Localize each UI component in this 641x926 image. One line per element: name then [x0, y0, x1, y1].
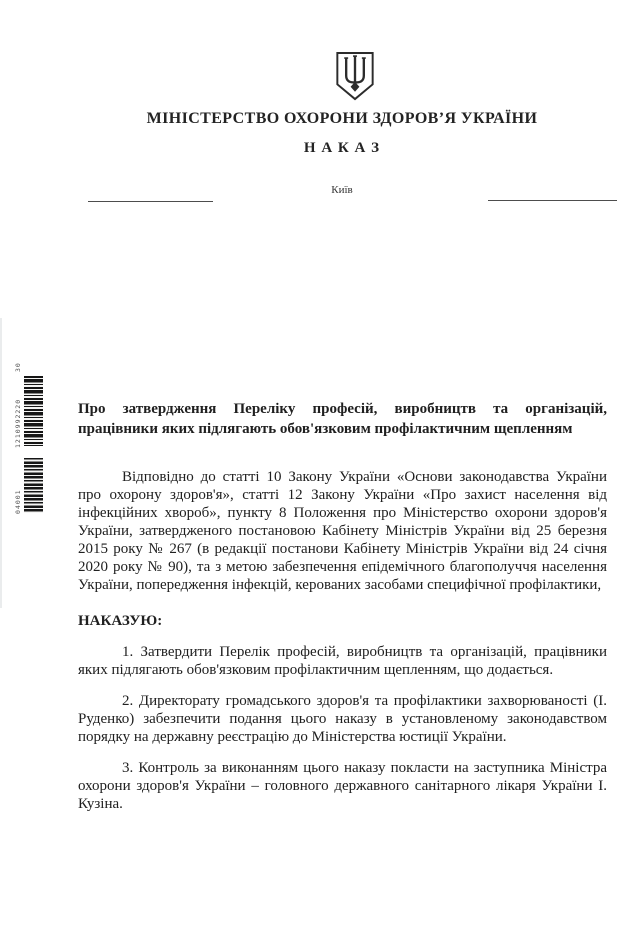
number-blank-line [488, 200, 617, 201]
order-heading: Н А К А З [303, 140, 381, 156]
order-item-3: 3. Контроль за виконанням цього наказу покласти на заступника Міністра охорони здоров'я України – головного державного санітарного лікаря України І. Кузіна. [78, 760, 607, 812]
scan-edge-artifact [0, 318, 2, 608]
date-blank-line [88, 201, 213, 202]
preamble-paragraph: Відповідно до статті 10 Закону України «Основи законодавства України про охорону здоров'я», статті 12 Закону України «Про захист населення від інфекційних хвороб», пункту 8 Положення про Міністерство охорони здоров'я України, затвердженого постановою Кабінету Міністрів України від 25 березня 2015 року № 267 (в редакції постанови Кабінету Міністрів України від 24 січня 2020 року № 90), та з метою забезпечення епідемічного благополуччя населення України, попередження інфекцій, керованих засобами специфічної профілактики, [78, 469, 607, 593]
order-title: Про затвердження Переліку професій, виробництв та організацій, працівники яких підлягають обов'язковим профілактичним щепленням [78, 401, 607, 437]
city-label: Київ [331, 184, 353, 196]
barcode-digits-group2: 04001 [14, 489, 22, 514]
order-body [78, 399, 607, 813]
resolve-label: НАКАЗУЮ: [78, 613, 163, 629]
registration-barcode [14, 348, 44, 528]
barcode-prefix-digits: 30 [14, 362, 22, 372]
barcode-digits-group1: 1210992220 [14, 398, 22, 448]
ukraine-trident-emblem [332, 51, 378, 102]
ministry-name: МІНІСТЕРСТВО ОХОРОНИ ЗДОРОВ’Я УКРАЇНИ [146, 110, 538, 127]
order-item-2: 2. Директорату громадського здоров'я та профілактики захворюваності (І. Руденко) забезпечити подання цього наказу в установленому законодавством порядку на державну реєстрацію до Міністерства юстиції України. [78, 693, 607, 745]
order-item-1: 1. Затвердити Перелік професій, виробництв та організацій, працівники яких підлягають обов'язковим профілактичним щепленням, що додається. [78, 644, 607, 678]
barcode-bars-block2 [24, 458, 43, 513]
barcode-bars-block1 [24, 376, 43, 446]
